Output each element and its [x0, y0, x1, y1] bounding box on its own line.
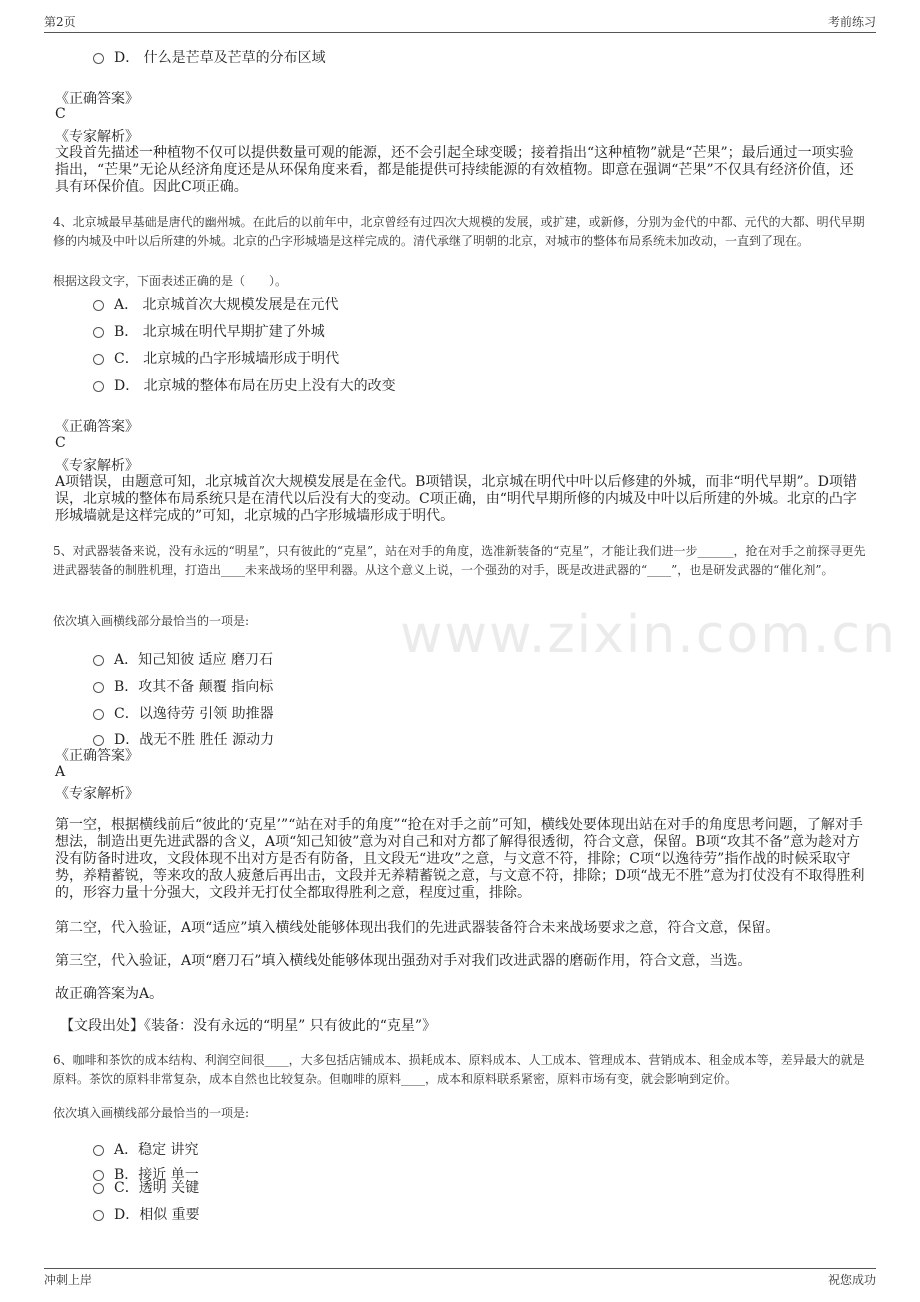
radio-icon[interactable] [93, 682, 104, 693]
q4-question: 根据这段文字，下面表述正确的是（ ）。 [53, 274, 288, 288]
radio-icon[interactable] [93, 381, 104, 392]
radio-icon[interactable] [93, 327, 104, 338]
q4-answer: C [55, 435, 66, 451]
page-number: 第2页 [44, 15, 76, 29]
q3-analysis: 文段首先描述一种植物不仅可以提供数量可观的能源，还不会引起全球变暖；接着指出“这种植物”就是“芒果”；最后通过一项实验指出，“芒果”无论从经济角度还是从环保角度来看，都是能提供可持续能源的有效植物。即意在强调“芒果”不仅具有经济价值，还具有环保价值。因此C项正确。 [55, 145, 854, 195]
q3-option-d[interactable]: D． 什么是芒草及芒草的分布区域 [93, 47, 326, 67]
q5-option-c[interactable]: C．以逸待劳 引领 助推器 [93, 703, 274, 723]
footer-left: 冲刺上岸 [44, 1273, 93, 1287]
q5-analysis-p2: 第二空，代入验证，A项“适应”填入横线处能够体现出我们的先进武器装备符合未来战场要求之意，符合文意，保留。 [55, 920, 780, 936]
radio-icon[interactable] [93, 53, 104, 64]
q5-source: 【文段出处】《装备：没有永远的“明星” 只有彼此的“克星”》 [60, 1018, 437, 1034]
header-title: 考前练习 [827, 15, 876, 29]
q4-option-b[interactable]: B． 北京城在明代早期扩建了外城 [93, 321, 325, 341]
q4-option-d[interactable]: D． 北京城的整体布局在历史上没有大的改变 [93, 375, 396, 395]
q6-stem: 6、咖啡和茶饮的成本结构、利润空间很____，大多包括店铺成本、损耗成本、原料成本、人工成本、管理成本、营销成本、租金成本等，差异最大的就是原料。茶饮的原料非常复杂，成本自然也比较复杂。但咖啡的原料____，成本和原料联系紧密，原料市场有变，就会影响到定价。 [53, 1053, 865, 1086]
q6-question: 依次填入画横线部分最恰当的一项是: [53, 1106, 250, 1120]
q4-analysis: A项错误，由题意可知，北京城首次大规模发展是在金代。B项错误，北京城在明代中叶以后修建的外城，而非“明代早期”。D项错误，北京城的整体布局系统只是在清代以后没有大的变动。C项正确，由“明代早期所修的内城及中叶以后所建的外城。北京的凸字形城墙就是这样完成的”可知，北京城的凸字形城墙形成于明代。 [55, 474, 857, 524]
radio-icon[interactable] [93, 1145, 104, 1156]
footer-rule [44, 1268, 876, 1269]
radio-icon[interactable] [93, 709, 104, 720]
q5-option-a[interactable]: A．知己知彼 适应 磨刀石 [93, 649, 273, 669]
radio-icon[interactable] [93, 1210, 104, 1221]
q5-analysis-label: 《专家解析》 [55, 786, 139, 802]
q5-answer-label: 《正确答案》 [55, 748, 139, 764]
page-header [44, 13, 876, 30]
q5-question: 依次填入画横线部分最恰当的一项是: [53, 614, 250, 628]
q5-analysis-p4: 故正确答案为A。 [55, 986, 164, 1002]
q5-stem: 5、对武器装备来说，没有永远的“明星”，只有彼此的“克星”，站在对手的角度，选准新装备的“克星”，才能让我们进一步______，抢在对手之前探寻更先进武器装备的制胜机理，打造出____未来战场的坚甲利器。从这个意义上说，一个强劲的对手，既是改进武器的“____”，也是研发武器的“催化剂”。 [53, 544, 866, 577]
q5-option-b[interactable]: B．攻其不备 颠覆 指向标 [93, 676, 273, 696]
q3-answer: C [55, 106, 66, 122]
q4-option-a[interactable]: A． 北京城首次大规模发展是在元代 [93, 294, 339, 314]
q4-option-c[interactable]: C． 北京城的凸字形城墙形成于明代 [93, 348, 339, 368]
footer-right: 祝您成功 [827, 1273, 876, 1287]
watermark: www.zixin.com.cn [400, 605, 897, 665]
q5-analysis-p1: 第一空，根据横线前后“彼此的‘克星’”“站在对手的角度”“抢在对手之前”可知，横线处要体现出站在对手的角度思考问题，了解对手想法，制造出更先进武器的含义，A项“知己知彼”意为对自己和对方都了解得很透彻，符合文意，保留。B项“攻其不备”意为趁对方没有防备时进攻，文段体现不出对方是否有防备，且文段无“进攻”之意，与文意不符，排除；C项“以逸待劳”指作战的时候采取守势，养精蓄锐，等来攻的敌人疲惫后再出击，文段并无养精蓄锐之意，与文意不符，排除；D项“战无不胜”意为打仗没有不取得胜利的，形容力量十分强大，文段并无打仗全都取得胜利之意，程度过重，排除。 [55, 817, 865, 901]
header-rule [44, 32, 876, 33]
page-footer [44, 1271, 876, 1288]
radio-icon[interactable] [93, 655, 104, 666]
q6-option-c[interactable]: C．透明 关键 [93, 1177, 199, 1197]
q3-analysis-label: 《专家解析》 [55, 129, 139, 145]
q4-analysis-label: 《专家解析》 [55, 458, 139, 474]
q3-answer-label: 《正确答案》 [55, 91, 139, 107]
q5-answer: A [55, 764, 66, 780]
q5-analysis-p3: 第三空，代入验证，A项“磨刀石”填入横线处能够体现出强劲对手对我们改进武器的磨砺作用，符合文意，当选。 [55, 953, 752, 969]
q5-option-d[interactable]: D．战无不胜 胜任 源动力 [93, 729, 274, 749]
q6-option-a[interactable]: A．稳定 讲究 [93, 1139, 199, 1159]
radio-icon[interactable] [93, 354, 104, 365]
q6-option-d[interactable]: D．相似 重要 [93, 1204, 200, 1224]
q4-stem: 4、北京城最早基础是唐代的幽州城。在此后的以前年中，北京曾经有过四次大规模的发展，或扩建，或新修，分别为金代的中都、元代的大都、明代早期修的内城及中叶以后所建的外城。北京的凸字形城墙是这样完成的。清代承继了明朝的北京，对城市的整体布局系统未加改动，一直到了现在。 [53, 215, 865, 248]
radio-icon[interactable] [93, 300, 104, 311]
radio-icon[interactable] [93, 1183, 104, 1194]
q4-answer-label: 《正确答案》 [55, 419, 139, 435]
q6-option-b[interactable]: B．接近 单一 [93, 1164, 199, 1184]
